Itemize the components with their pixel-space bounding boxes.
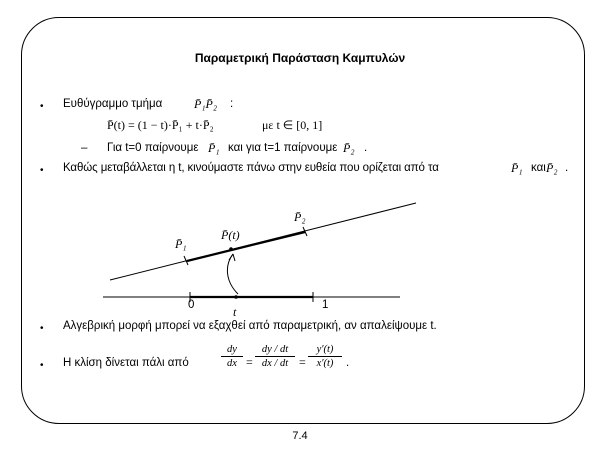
bullet-4-end: . — [346, 357, 350, 369]
bullet-1-colon: : — [230, 98, 234, 110]
bullet-3-text: Αλγεβρική μορφή μπορεί να εξαχθεί από παραμετρική, αν απαλείψουμε t. — [63, 320, 437, 332]
segment-label: P̄₁P̄₂ — [194, 97, 218, 111]
mapping-arrow — [227, 254, 238, 294]
diagram-label-p2: P̄₂ — [294, 210, 306, 224]
bullet-2-and: και — [531, 162, 546, 174]
bullet-icon: • — [40, 165, 44, 176]
page-number: 7.4 — [292, 430, 308, 442]
equals-sign-1: = — [246, 355, 253, 369]
bullet-2-text: Καθώς μεταβάλλεται η t, κινούμαστε πάνω στην ευθεία που ορίζεται από τα — [63, 162, 439, 174]
sub-bullet-p1: P̄₁ — [208, 141, 220, 155]
segment-p1-p2 — [187, 232, 305, 261]
bullet-4-text: Η κλίση δίνεται πάλι από — [63, 357, 189, 369]
bullet-2-p1: P̄₁ — [511, 161, 523, 175]
sub-bullet-p2: P̄₂ — [343, 141, 355, 155]
fraction-derivative-ratio — [255, 344, 295, 369]
diagram-label-1: 1 — [322, 299, 329, 311]
bullet-1-text: Ευθύγραμμο τμήμα — [63, 98, 163, 110]
slide-title: Παραμετρική Παράσταση Καμπυλών — [194, 51, 406, 65]
fraction-denominator: dx — [227, 358, 237, 369]
sub-bullet-text-2: και για t=1 παίρνουμε — [228, 142, 338, 154]
diagram-label-t: t — [233, 305, 237, 319]
sub-bullet-dash: – — [81, 142, 88, 154]
bullet-2-p2: P̄₂ — [546, 161, 558, 175]
fraction-dy-dx — [221, 344, 243, 369]
formula-line: P̄(t) = (1 − t)·P̄₁ + t·P̄₂ — [107, 118, 214, 132]
fraction-prime-ratio — [308, 344, 342, 369]
fraction-denominator: dx / dt — [261, 358, 289, 369]
point-pt — [229, 247, 233, 251]
bullet-icon: • — [40, 101, 44, 112]
bullet-icon: • — [40, 360, 44, 371]
sub-bullet-end: . — [364, 142, 368, 154]
diagram-label-0: 0 — [188, 299, 195, 311]
sub-bullet-text-1: Για t=0 παίρνουμε — [107, 142, 199, 154]
fraction-numerator: y′(t) — [308, 344, 342, 357]
diagram-label-p1: P̄₁ — [175, 237, 187, 251]
formula-condition: με t ∈ [0, 1] — [262, 118, 323, 132]
equals-sign-2: = — [299, 355, 306, 369]
fraction-numerator: dy / dt — [255, 344, 295, 357]
point-t — [234, 295, 238, 299]
fraction-numerator: dy — [221, 344, 243, 357]
bullet-icon: • — [40, 323, 44, 334]
fraction-denominator: x′(t) — [316, 358, 334, 369]
diagram-label-pt: P̄(t) — [221, 228, 240, 242]
bullet-2-end: . — [565, 162, 569, 174]
